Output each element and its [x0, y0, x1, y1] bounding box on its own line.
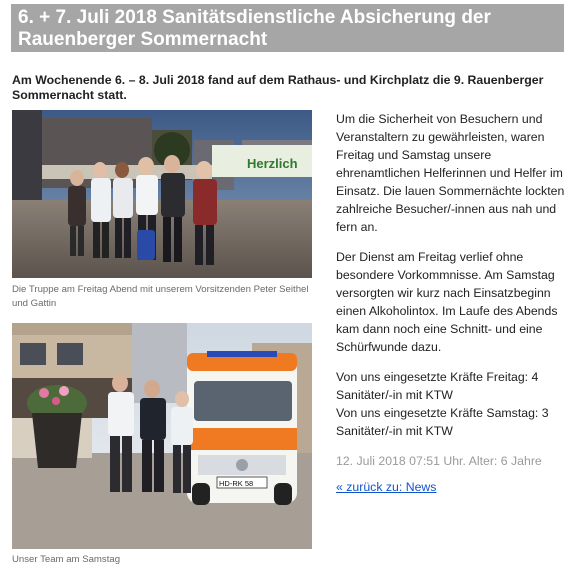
- body-paragraph-2: Der Dienst am Freitag verlief ohne besondere Vorkommnisse. Am Samstag versorgten wir kurz nach Einsatzbeginn einen Alkoholintox. Im Laufe des Abends kam dann noch eine Schnitt- und eine Schürfwunde dazu.: [336, 250, 558, 354]
- forces-saturday: Von uns eingesetzte Kräfte Samstag: 3 Sanitäter/-in mit KTW: [336, 406, 549, 438]
- photo-saturday-team[interactable]: [12, 323, 312, 549]
- article-title-bar: [11, 4, 564, 52]
- article-title: 6. + 7. Juli 2018 Sanitätsdienstliche Absicherung der Rauenberger Sommernacht: [18, 7, 491, 50]
- license-plate-text: HD-RK 58: [219, 479, 254, 488]
- banner-text: Herzlich: [247, 156, 298, 171]
- forces-friday: Von uns eingesetzte Kräfte Freitag: 4 Sanitäter/-in mit KTW: [336, 370, 539, 402]
- back-to-news-link[interactable]: « zurück zu: News: [336, 480, 437, 494]
- photo-saturday-caption: Unser Team am Samstag: [12, 554, 121, 565]
- article-body: [336, 110, 566, 496]
- photo-friday-team[interactable]: [12, 110, 312, 278]
- article-meta: 12. Juli 2018 07:51 Uhr. Alter: 6 Jahre: [336, 454, 542, 468]
- photo-friday-image: [12, 110, 312, 278]
- article-lead: Am Wochenende 6. – 8. Juli 2018 fand auf dem Rathaus- und Kirchplatz die 9. Rauenberger Sommernacht statt.: [12, 73, 544, 102]
- photo-saturday-image: [12, 323, 312, 549]
- body-paragraph-1: Um die Sicherheit von Besuchern und Veranstaltern zu gewährleisten, waren Freitag und Samstag unsere ehrenamtlichen Helferinnen und Helfer im Einsatz. Die lauen Sommernächte lockten zahlreiche Besucher/-innen aus nah und fern an.: [336, 112, 565, 234]
- photo-friday-caption: Die Truppe am Freitag Abend mit unserem Vorsitzenden Peter Seithel und Gattin: [12, 284, 309, 309]
